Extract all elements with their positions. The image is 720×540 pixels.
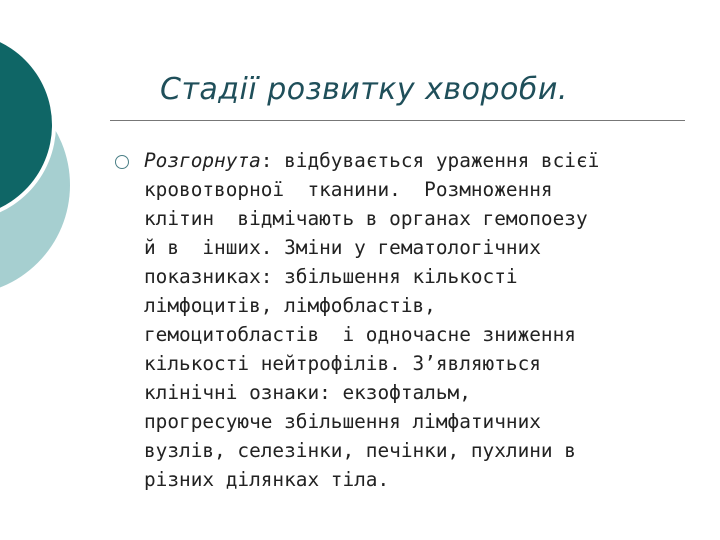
bullet-line-11: вузлів, селезінки, печінки, пухлини в [144, 439, 576, 462]
bullet-line-5: показниках: збільшення кількості [144, 265, 518, 288]
bullet-line-4: й в інших. Зміни у гематологічних [144, 236, 541, 259]
bullet-line-2: кровотворної тканини. Розмноження [144, 178, 553, 201]
title-divider [110, 120, 685, 121]
hollow-circle-bullet-icon [115, 155, 129, 169]
bullet-line-12: різних ділянках тіла. [144, 468, 390, 491]
bullet-line-7: гемоцитобластів і одночасне зниження [144, 323, 576, 346]
bullet-line-text: : відбувається ураження всієї [260, 149, 600, 172]
bullet-line-8: кількості нейтрофілів. З’являються [144, 352, 541, 375]
bullet-line-3: клітин відмічають в органах гемопоезу [144, 207, 588, 230]
bullet-paragraph [144, 146, 704, 494]
bullet-term: Розгорнута [144, 149, 261, 172]
bullet-line-10: прогресуюче збільшення лімфатичних [144, 410, 541, 433]
bullet-line-1 [144, 146, 704, 175]
decorative-circles [0, 0, 110, 300]
slide-title: Стадії розвитку хвороби. [160, 72, 568, 107]
bullet-line-9: клінічні ознаки: екзофтальм, [144, 381, 471, 404]
bullet-line-6: лімфоцитів, лімфобластів, [144, 294, 436, 317]
